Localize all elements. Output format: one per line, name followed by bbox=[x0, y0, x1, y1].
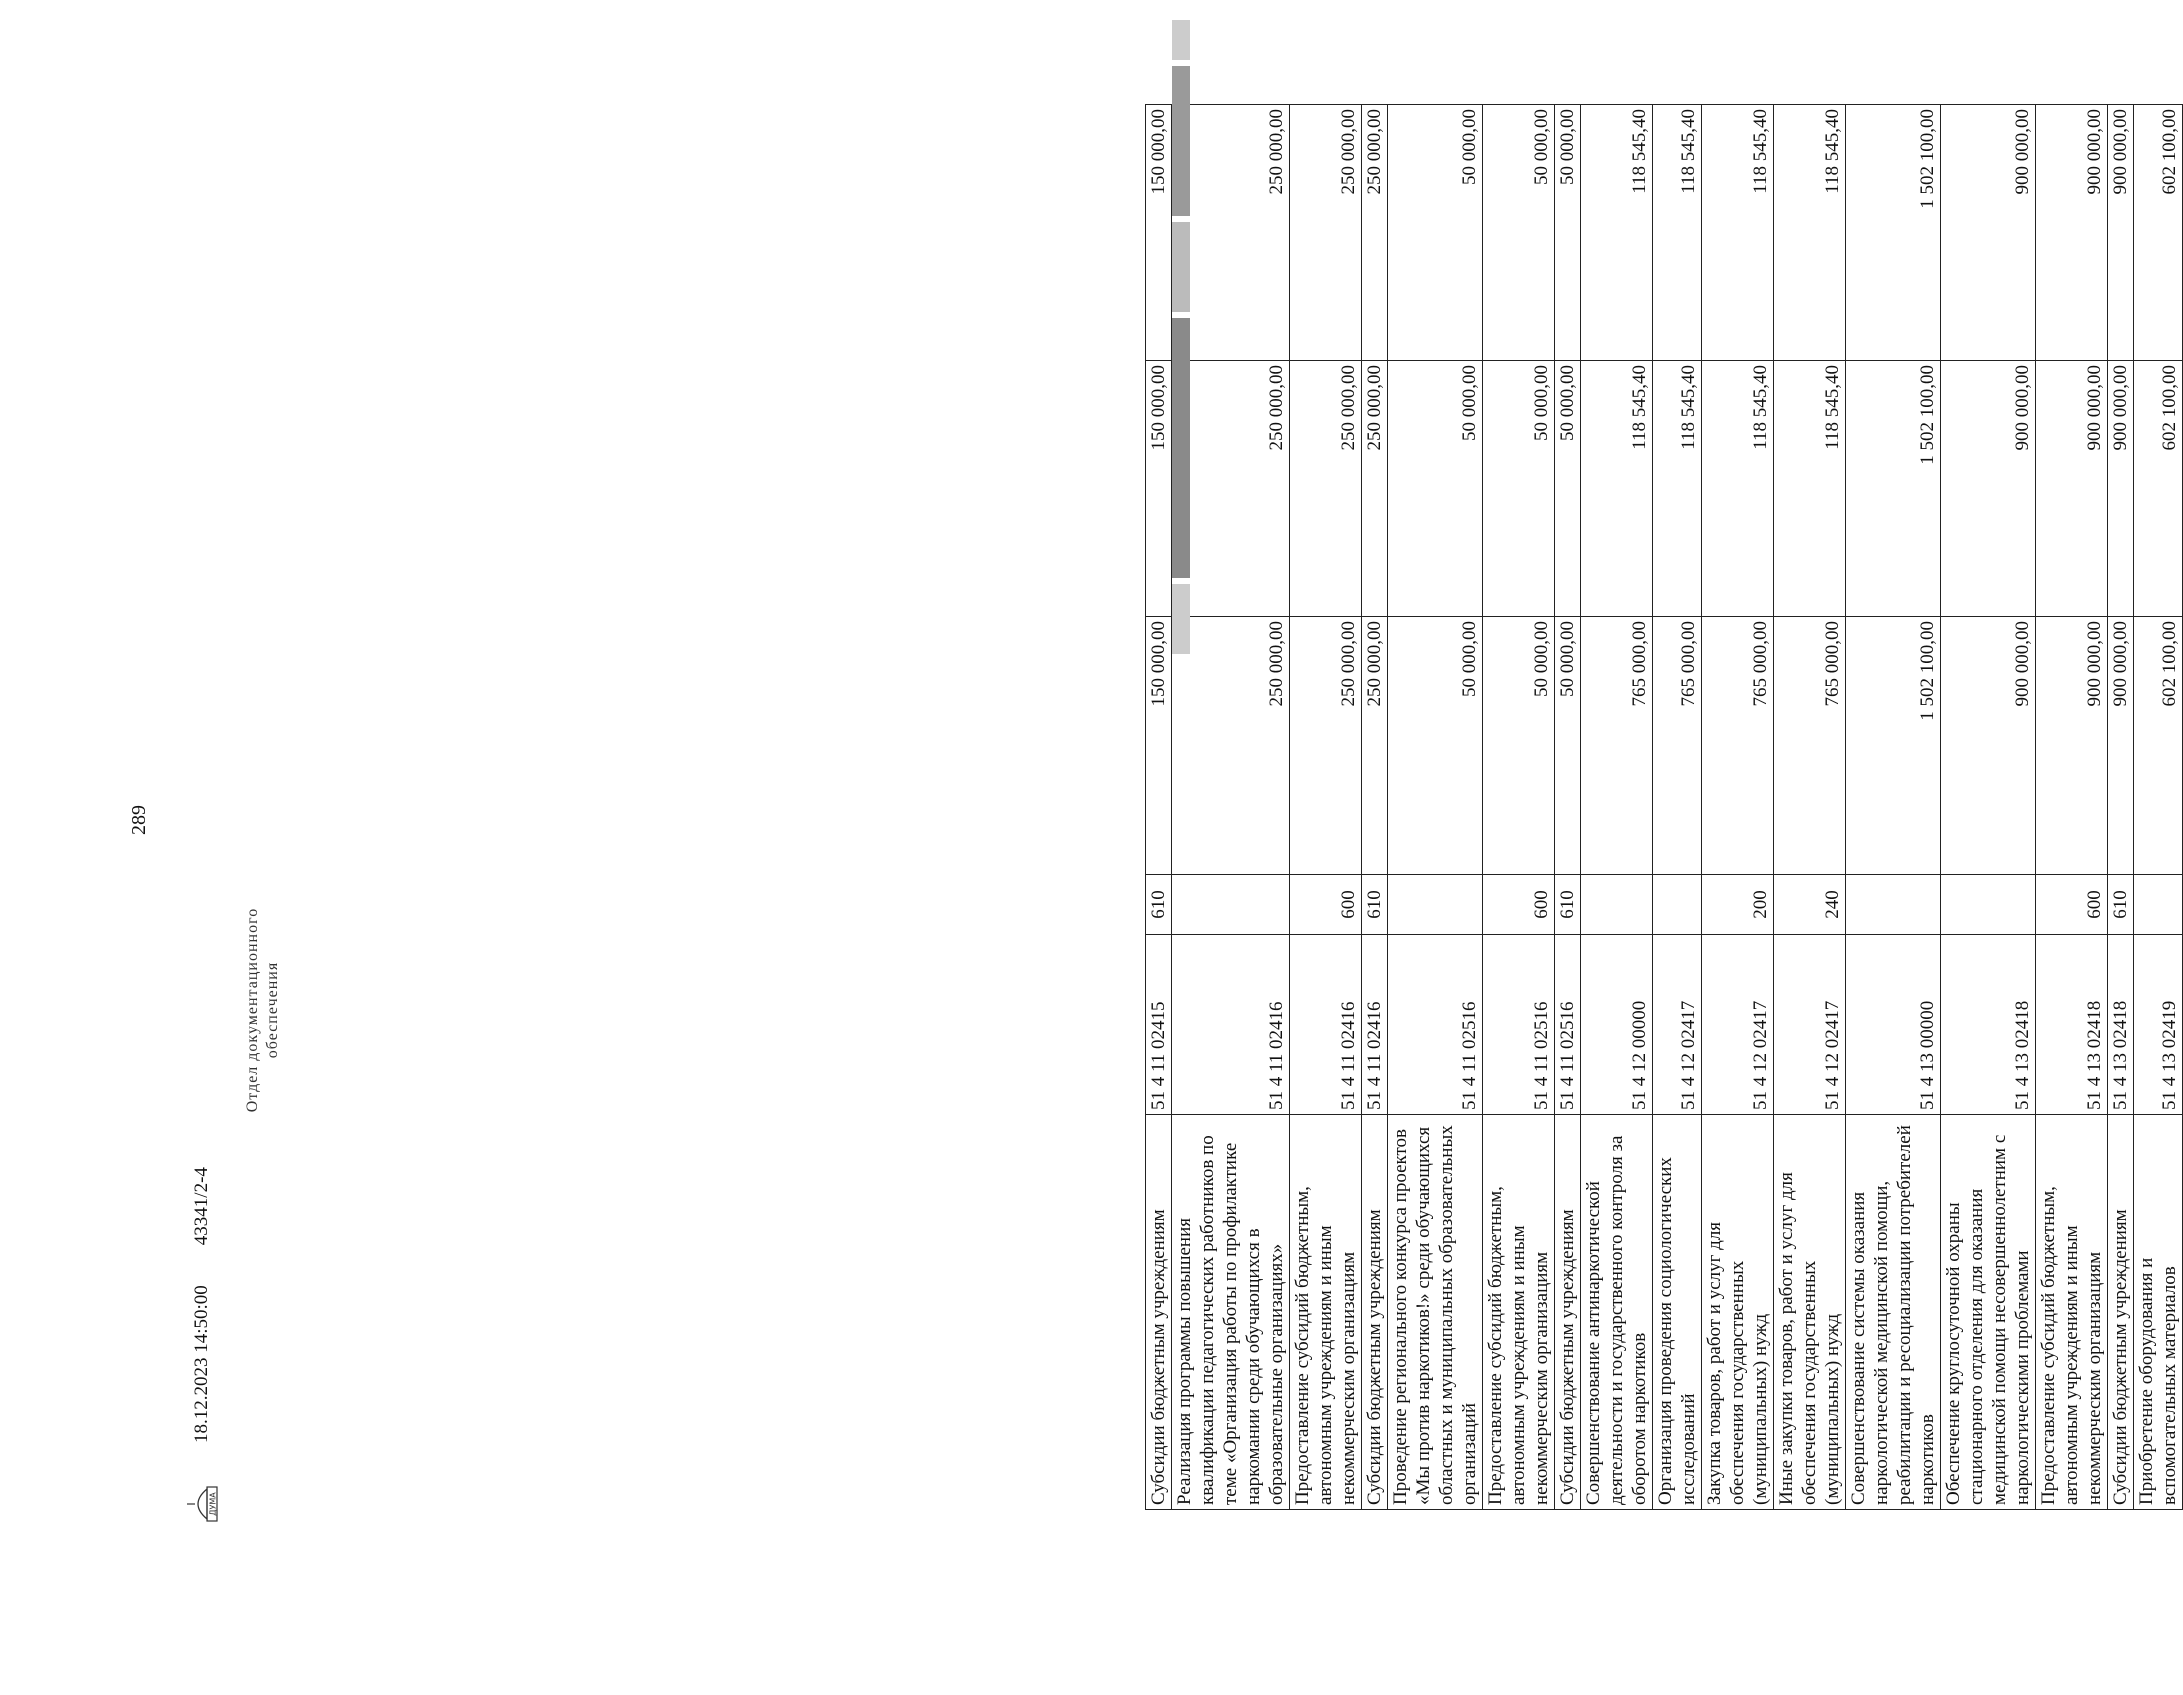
row-name-cell: Предоставление субсидий бюджетным, автономным учреждениям и иным некоммерческим организациям bbox=[1483, 1115, 1555, 1510]
row-amount-1-cell: 765 000,00 bbox=[1653, 617, 1702, 875]
stamp-line-2: обеспечения bbox=[264, 961, 281, 1059]
row-code-cell: 51 4 13 02418 bbox=[1941, 935, 2036, 1115]
row-name-cell: Субсидии бюджетным учреждениям bbox=[1555, 1115, 1581, 1510]
row-amount-2-cell: 250 000,00 bbox=[1362, 361, 1388, 617]
row-amount-2-cell: 250 000,00 bbox=[1172, 361, 1290, 617]
row-amount-1-cell: 50 000,00 bbox=[1483, 617, 1555, 875]
row-expense-type-cell: 600 bbox=[1290, 875, 1362, 935]
row-code-cell: 51 4 13 02418 bbox=[2036, 935, 2108, 1115]
row-expense-type-cell: 610 bbox=[1146, 875, 1172, 935]
row-code-cell: 51 4 12 02417 bbox=[1653, 935, 1702, 1115]
row-amount-3-cell: 900 000,00 bbox=[1941, 105, 2036, 361]
row-amount-3-cell: 1 502 100,00 bbox=[1846, 105, 1941, 361]
row-name-cell: Субсидии бюджетным учреждениям bbox=[1362, 1115, 1388, 1510]
row-amount-2-cell: 118 545,40 bbox=[1581, 361, 1653, 617]
duma-logo-icon bbox=[185, 1483, 219, 1525]
row-code-cell: 51 4 11 02516 bbox=[1388, 935, 1483, 1115]
row-code-cell: 51 4 13 00000 bbox=[1846, 935, 1941, 1115]
row-amount-1-cell: 900 000,00 bbox=[2036, 617, 2108, 875]
row-amount-3-cell: 250 000,00 bbox=[1362, 105, 1388, 361]
row-code-cell: 51 4 11 02415 bbox=[1146, 935, 1172, 1115]
row-code-cell: 51 4 11 02416 bbox=[1362, 935, 1388, 1115]
row-amount-2-cell: 150 000,00 bbox=[1146, 361, 1172, 617]
table-row bbox=[1774, 105, 1846, 1510]
row-amount-1-cell: 250 000,00 bbox=[1290, 617, 1362, 875]
table-row bbox=[1290, 105, 1362, 1510]
row-expense-type-cell bbox=[1846, 875, 1941, 935]
row-name-cell: Реализация программы повышения квалификации педагогических работников по теме «Организация работы по профилактике наркомании среди обучающихся в образовательные организациях» bbox=[1172, 1115, 1290, 1510]
row-amount-3-cell: 250 000,00 bbox=[1172, 105, 1290, 361]
table-row bbox=[1581, 105, 1653, 1510]
table-row bbox=[1702, 105, 1774, 1510]
row-amount-2-cell: 118 545,40 bbox=[1702, 361, 1774, 617]
table-row bbox=[1653, 105, 1702, 1510]
scan-edge-marks bbox=[1167, 20, 1195, 1680]
row-amount-1-cell: 1 502 100,00 bbox=[1846, 617, 1941, 875]
row-name-cell: Предоставление субсидий бюджетным, автономным учреждениям и иным некоммерческим организациям bbox=[2036, 1115, 2108, 1510]
row-expense-type-cell bbox=[1941, 875, 2036, 935]
row-amount-3-cell: 50 000,00 bbox=[1388, 105, 1483, 361]
row-name-cell: Закупка товаров, работ и услуг для обеспечения государственных (муниципальных) нужд bbox=[1702, 1115, 1774, 1510]
page-number: 289 bbox=[128, 805, 150, 835]
row-expense-type-cell: 610 bbox=[1362, 875, 1388, 935]
row-name-cell: Субсидии бюджетным учреждениям bbox=[1146, 1115, 1172, 1510]
row-amount-3-cell: 900 000,00 bbox=[2036, 105, 2108, 361]
row-amount-2-cell: 50 000,00 bbox=[1483, 361, 1555, 617]
row-amount-1-cell: 765 000,00 bbox=[1581, 617, 1653, 875]
row-code-cell: 51 4 11 02416 bbox=[1172, 935, 1290, 1115]
row-amount-3-cell: 118 545,40 bbox=[1774, 105, 1846, 361]
table-row bbox=[1941, 105, 2036, 1510]
department-stamp bbox=[243, 905, 293, 1115]
row-expense-type-cell bbox=[1581, 875, 1653, 935]
row-expense-type-cell: 600 bbox=[1483, 875, 1555, 935]
row-expense-type-cell: 600 bbox=[2036, 875, 2108, 935]
row-amount-3-cell: 150 000,00 bbox=[1146, 105, 1172, 361]
row-name-cell: Иные закупки товаров, работ и услуг для обеспечения государственных (муниципальных) нужд bbox=[1774, 1115, 1846, 1510]
row-amount-1-cell: 765 000,00 bbox=[1774, 617, 1846, 875]
footer-datetime: 18.12.2023 14:50:00 bbox=[191, 1285, 212, 1443]
row-name-cell: Приобретение оборудования и вспомогательных материалов bbox=[2134, 1115, 2183, 1510]
row-name-cell: Организация проведения социологических исследований bbox=[1653, 1115, 1702, 1510]
row-amount-2-cell: 118 545,40 bbox=[1653, 361, 1702, 617]
row-code-cell: 51 4 13 02419 bbox=[2134, 935, 2183, 1115]
row-amount-2-cell: 900 000,00 bbox=[2036, 361, 2108, 617]
budget-table bbox=[1145, 104, 2183, 1510]
table-row bbox=[2036, 105, 2108, 1510]
row-amount-2-cell: 900 000,00 bbox=[1941, 361, 2036, 617]
row-amount-3-cell: 50 000,00 bbox=[1483, 105, 1555, 361]
row-name-cell: Проведение регионального конкурса проектов «Мы против наркотиков!» среди обучающихся областных и муниципальных образовательных организаций bbox=[1388, 1115, 1483, 1510]
row-amount-3-cell: 602 100,00 bbox=[2134, 105, 2183, 361]
row-amount-1-cell: 50 000,00 bbox=[1388, 617, 1483, 875]
row-expense-type-cell: 240 bbox=[1774, 875, 1846, 935]
row-amount-3-cell: 50 000,00 bbox=[1555, 105, 1581, 361]
row-name-cell: Совершенствование антинаркотической деятельности и государственного контроля за оборотом наркотиков bbox=[1581, 1115, 1653, 1510]
row-amount-3-cell: 900 000,00 bbox=[2108, 105, 2134, 361]
row-amount-2-cell: 250 000,00 bbox=[1290, 361, 1362, 617]
table-row bbox=[1388, 105, 1483, 1510]
stamp-line-1: Отдел документационного bbox=[244, 907, 261, 1113]
row-name-cell: Субсидии бюджетным учреждениям bbox=[2108, 1115, 2134, 1510]
row-amount-2-cell: 602 100,00 bbox=[2134, 361, 2183, 617]
row-amount-1-cell: 50 000,00 bbox=[1555, 617, 1581, 875]
row-amount-2-cell: 900 000,00 bbox=[2108, 361, 2134, 617]
row-amount-1-cell: 900 000,00 bbox=[2108, 617, 2134, 875]
logo-label: ДУМА bbox=[208, 1492, 218, 1516]
row-amount-2-cell: 1 502 100,00 bbox=[1846, 361, 1941, 617]
row-amount-1-cell: 602 100,00 bbox=[2134, 617, 2183, 875]
row-amount-1-cell: 150 000,00 bbox=[1146, 617, 1172, 875]
table-row bbox=[2134, 105, 2183, 1510]
table-row bbox=[2108, 105, 2134, 1510]
row-code-cell: 51 4 11 02416 bbox=[1290, 935, 1362, 1115]
row-amount-3-cell: 118 545,40 bbox=[1653, 105, 1702, 361]
row-amount-1-cell: 900 000,00 bbox=[1941, 617, 2036, 875]
row-expense-type-cell: 610 bbox=[1555, 875, 1581, 935]
table-row bbox=[1555, 105, 1581, 1510]
table-row bbox=[1362, 105, 1388, 1510]
table-row bbox=[1846, 105, 1941, 1510]
row-code-cell: 51 4 12 02417 bbox=[1774, 935, 1846, 1115]
row-amount-3-cell: 118 545,40 bbox=[1702, 105, 1774, 361]
row-code-cell: 51 4 11 02516 bbox=[1555, 935, 1581, 1115]
row-expense-type-cell bbox=[1653, 875, 1702, 935]
row-name-cell: Совершенствование системы оказания наркологической медицинской помощи, реабилитации и ресоциализации потребителей наркотиков bbox=[1846, 1115, 1941, 1510]
row-code-cell: 51 4 11 02516 bbox=[1483, 935, 1555, 1115]
row-code-cell: 51 4 13 02418 bbox=[2108, 935, 2134, 1115]
budget-table-body bbox=[1146, 105, 2183, 1510]
row-amount-3-cell: 118 545,40 bbox=[1581, 105, 1653, 361]
row-amount-1-cell: 765 000,00 bbox=[1702, 617, 1774, 875]
row-expense-type-cell bbox=[1388, 875, 1483, 935]
row-amount-2-cell: 50 000,00 bbox=[1388, 361, 1483, 617]
row-amount-1-cell: 250 000,00 bbox=[1362, 617, 1388, 875]
table-row bbox=[1483, 105, 1555, 1510]
row-code-cell: 51 4 12 02417 bbox=[1702, 935, 1774, 1115]
row-expense-type-cell: 610 bbox=[2108, 875, 2134, 935]
row-amount-2-cell: 50 000,00 bbox=[1555, 361, 1581, 617]
row-amount-2-cell: 118 545,40 bbox=[1774, 361, 1846, 617]
document-footer bbox=[182, 765, 222, 1525]
row-amount-1-cell: 250 000,00 bbox=[1172, 617, 1290, 875]
row-name-cell: Обеспечение круглосуточной охраны стационарного отделения для оказания медицинской помощи несовершеннолетним с наркологическими проблемами bbox=[1941, 1115, 2036, 1510]
row-name-cell: Предоставление субсидий бюджетным, автономным учреждениям и иным некоммерческим организациям bbox=[1290, 1115, 1362, 1510]
row-amount-3-cell: 250 000,00 bbox=[1290, 105, 1362, 361]
row-expense-type-cell: 200 bbox=[1702, 875, 1774, 935]
budget-table-container bbox=[1145, 105, 2180, 1510]
row-expense-type-cell bbox=[2134, 875, 2183, 935]
footer-doc-number: 43341/2-4 bbox=[191, 1167, 212, 1246]
row-code-cell: 51 4 12 00000 bbox=[1581, 935, 1653, 1115]
